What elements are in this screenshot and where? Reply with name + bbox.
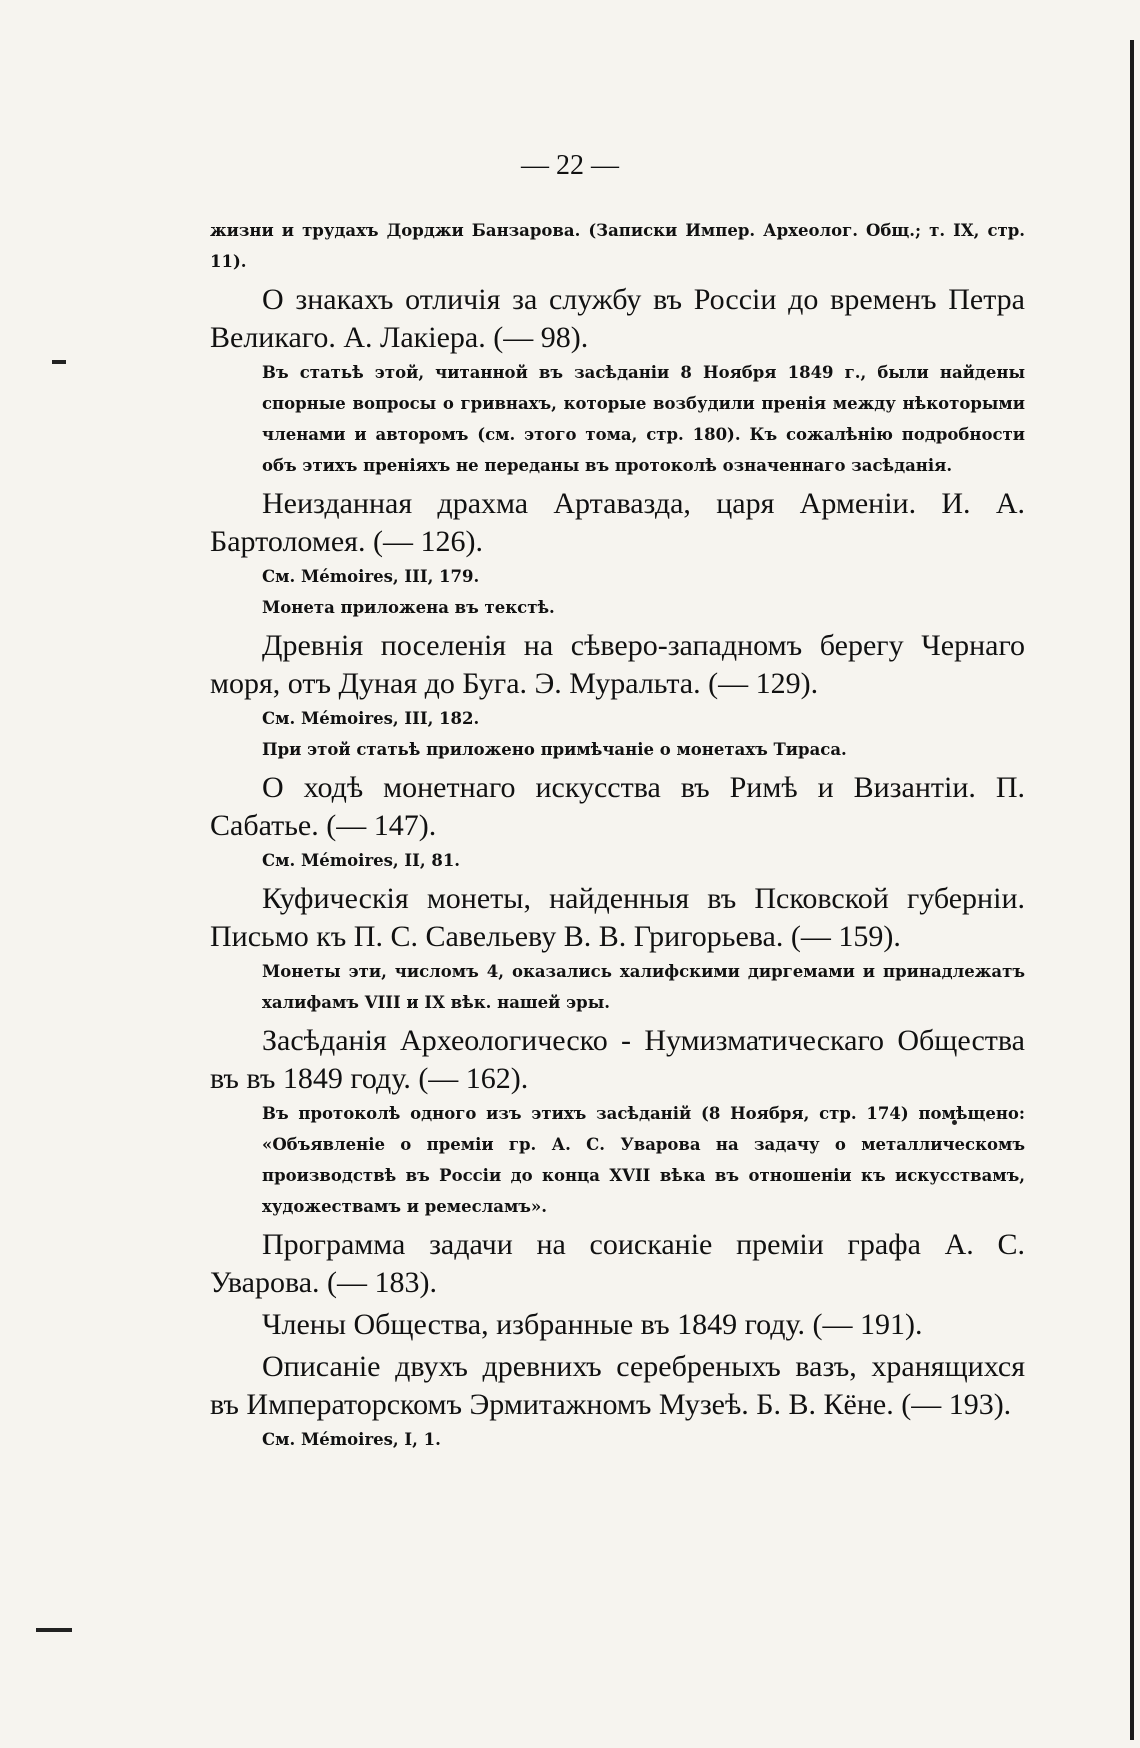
entry-note: Монеты эти, числомъ 4, оказались халифскими диргемами и принадлежатъ халифамъ VIII и IX вѣк. нашей эры. — [262, 962, 1025, 1012]
page-body — [210, 215, 1025, 1455]
entry-title: Засѣданія Археологическо - Нумизматическаго Общества въ въ 1849 году. (— 162). — [210, 1024, 1025, 1095]
page-number: — 22 — — [521, 150, 619, 181]
entry-note: Въ статьѣ этой, читанной въ засѣданіи 8 Ноября 1849 г., были найдены спорные вопросы о гривнахъ, которые возбудили пренія между нѣкоторыми членами и авторомъ (см. этого тома, стр. 180). Къ сожалѣнію подробности объ этихъ преніяхъ не переданы въ протоколѣ означеннаго засѣданія. — [262, 363, 1025, 475]
entry-title: Члены Общества, избранные въ 1849 году. (— 191). — [262, 1308, 923, 1341]
entry-title: Описаніе двухъ древнихъ серебреныхъ вазъ, хранящихся въ Императорскомъ Эрмитажномъ Музеѣ. Б. В. Кёне. (— 193). — [210, 1350, 1025, 1421]
page-edge-rule — [1130, 40, 1134, 1740]
continued-note: жизни и трудахъ Дорджи Банзарова. (Записки Импер. Археолог. Общ.; т. IX, стр. 11). — [210, 221, 1025, 271]
entry-title: Древнія поселенія на сѣверо-западномъ берегу Чернаго моря, отъ Дуная до Буга. Э. Муральта. (— 129). — [210, 629, 1025, 700]
entry-title: Куфическія монеты, найденныя въ Псковской губерніи. Письмо къ П. С. Савельеву В. В. Григорьева. (— 159). — [210, 882, 1025, 953]
entry-note: См. Mémoires, II, 81. — [262, 851, 461, 870]
entry-note: Монета приложена въ текстѣ. — [262, 598, 555, 617]
entry-note: См. Mémoires, III, 179. — [262, 567, 480, 586]
ink-mark — [36, 1628, 72, 1632]
entry-note: Въ протоколѣ одного изъ этихъ засѣданій (8 Ноября, стр. 174) помѣщено: «Объявленіе о преміи гр. А. С. Уварова на задачу о металлическомъ производствѣ въ Россіи до конца XVII вѣка въ отношеніи къ искусствамъ, художествамъ и ремесламъ». — [262, 1104, 1025, 1216]
entry-note: См. Mémoires, III, 182. — [262, 709, 480, 728]
entry-title: О ходѣ монетнаго искусства въ Римѣ и Византіи. П. Сабатье. (— 147). — [210, 771, 1025, 842]
ink-mark — [52, 360, 66, 364]
entry-note: См. Mémoires, I, 1. — [262, 1430, 441, 1449]
entry-title: О знакахъ отличія за службу въ Россіи до временъ Петра Великаго. А. Лакіера. (— 98). — [210, 283, 1025, 354]
entry-title: Неизданная драхма Артавазда, царя Арменіи. И. А. Бартоломея. (— 126). — [210, 487, 1025, 558]
entry-note: При этой статьѣ приложено примѣчаніе о монетахъ Тираса. — [262, 740, 847, 759]
entry-title: Программа задачи на соисканіе преміи графа А. С. Уварова. (— 183). — [210, 1228, 1025, 1299]
